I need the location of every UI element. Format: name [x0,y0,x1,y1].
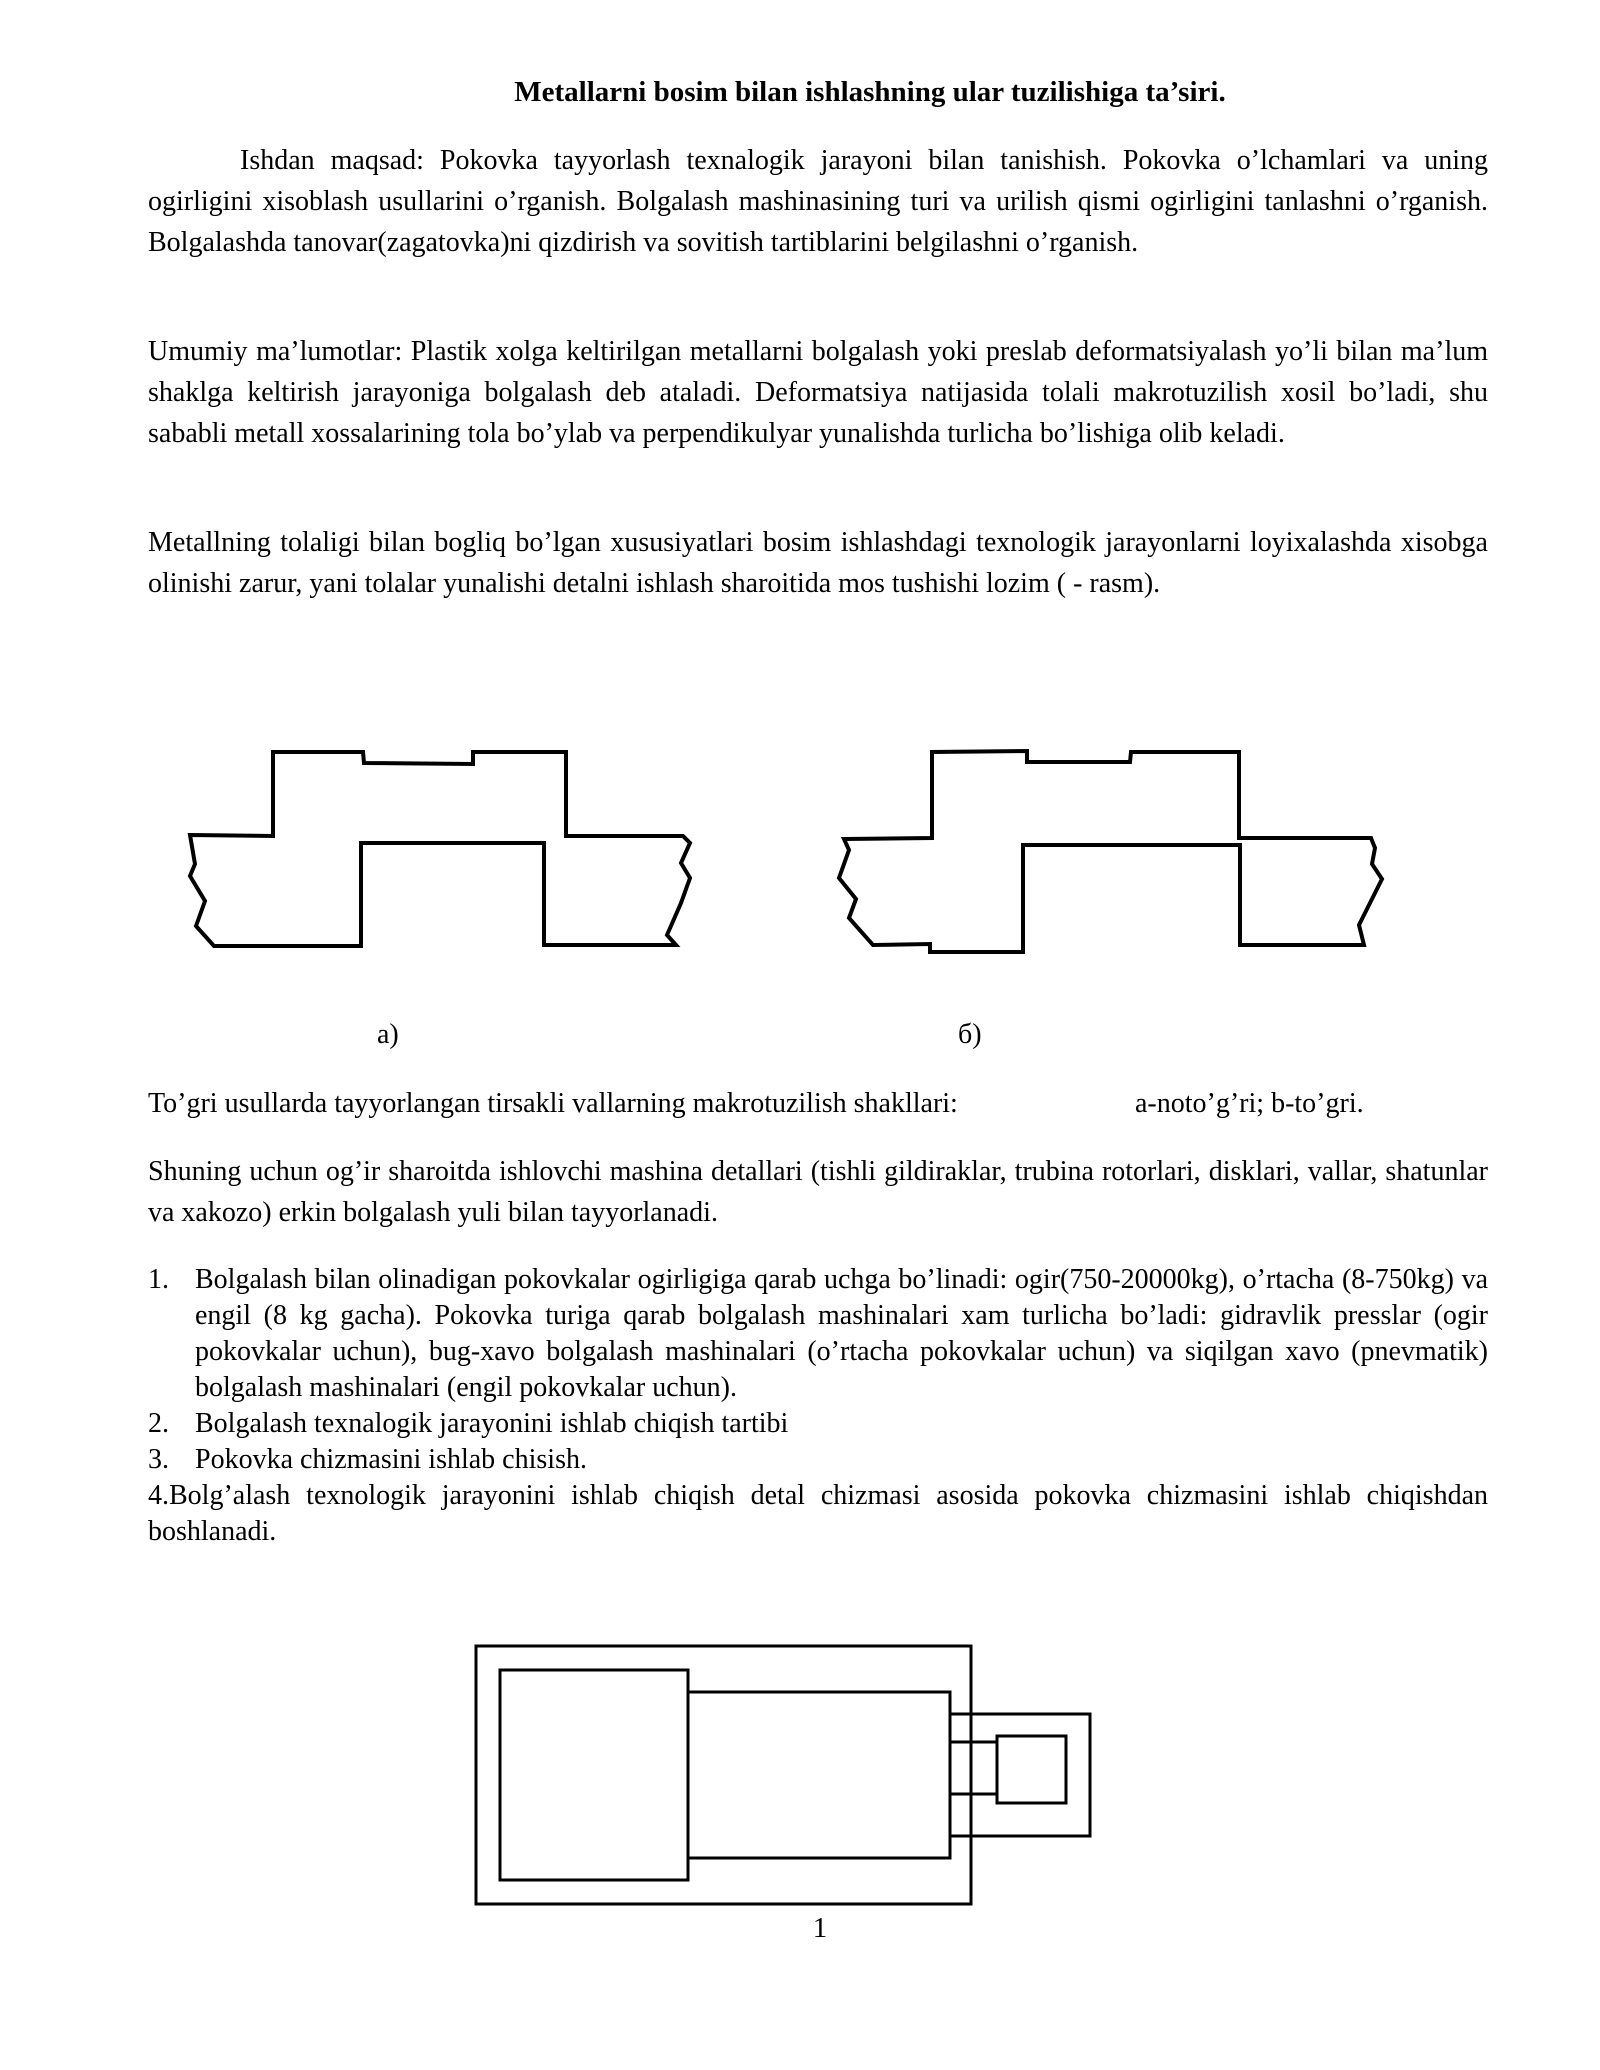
paragraph-general-info: Umumiy ma’lumotlar: Plastik xolga keltirilgan metallarni bolgalash yoki preslab deformatsiyalash yo’li bilan ma’lum shaklga keltirish jarayoniga bolgalash deb ataladi. Deformatsiya natijasida tolali makrotuzilish xosil bo’ladi, shu sababli metall xossalarining tola bo’ylab va perpendikulyar yunalishda turlicha bo’lishiga olib keladi. [148,336,1488,449]
list-item-text: Bolgalash texnalogik jarayonini ishlab chiqish tartibi [195,1408,789,1439]
forging-schematic-figure [470,1640,1110,1940]
page-title: Metallarni bosim bilan ishlashning ular tuzilishiga ta’siri. [514,76,1226,108]
list-item-number: 2. [148,1408,169,1439]
list-item-number: 1. [148,1264,169,1295]
paragraph-fibrous-structure: Metallning tolaligi bilan bogliq bo’lgan xususiyatlari bosim ishlashdagi texnologik jarayonlarni loyixalashda xisobga olinishi zarur, yani tolalar yunalishi detalni ishlash sharoitida mos tushishi lozim ( - rasm). [148,527,1488,599]
crankshaft-correct-figure [830,740,1390,970]
numbered-list [148,1262,1488,1550]
figure-caption-text: To’gri usullarda tayyorlangan tirsakli vallarning makrotuzilish shakllari: [148,1088,958,1119]
figure-label-b: б) [958,1019,982,1050]
paragraph-machine-parts: Shuning uchun og’ir sharoitda ishlovchi mashina detallari (tishli gildiraklar, trubina rotorlari, disklari, vallar, shatunlar va xakozo) erkin bolgalash yuli bilan tayyorlanadi. [148,1156,1488,1228]
figure-label-a: а) [377,1019,399,1050]
list-item [148,1442,1488,1478]
list-item-text: Pokovka chizmasini ishlab chisish. [195,1444,587,1475]
crankshaft-wrong-figure [180,740,700,970]
list-item [148,1262,1488,1406]
figure-caption-legend: a-noto’g’ri; b-to’gri. [1135,1088,1364,1119]
list-item-number: 3. [148,1444,169,1475]
list-item [148,1406,1488,1442]
list-item-4: 4.Bolg’alash texnologik jarayonini ishlab chiqish detal chizmasi asosida pokovka chizmasini ishlab chiqishdan boshlanadi. [148,1480,1488,1547]
list-item-text: Bolgalash bilan olinadigan pokovkalar ogirligiga qarab uchga bo’linadi: ogir(750-20000kg), o’rtacha (8-750kg) va engil (8 kg gacha). Pokovka turiga qarab bolgalash mashinalari xam turlicha bo’ladi: gidravlik presslar (ogir pokovkalar uchun), bug-xavo bolgalash mashinalari (o’rtacha pokovkalar uchun) va siqilgan xavo (pnevmatik) bolgalash mashinalari (engil pokovkalar uchun). [195,1264,1488,1403]
paragraph-goal: Ishdan maqsad: Pokovka tayyorlash texnalogik jarayoni bilan tanishish. Pokovka o’lchamlari va uning ogirligini xisoblash usullarini o’rganish. Bolgalash mashinasining turi va urilish qismi ogirligini tanlashni o’rganish. Bolgalashda tanovar(zagatovka)ni qizdirish va sovitish tartiblarini belgilashni o’rganish. [148,145,1488,258]
figure-caption [148,1083,1364,1124]
page-number: 1 [812,1912,828,1944]
